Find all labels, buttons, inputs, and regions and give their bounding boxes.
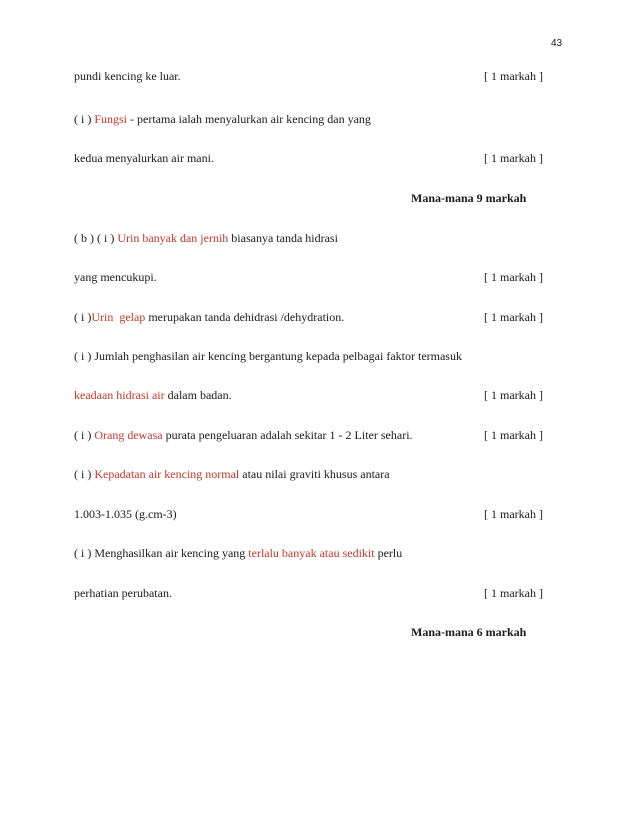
item-prefix: ( i ) (74, 467, 95, 481)
highlighted-term: terlalu banyak atau sedikit (248, 546, 375, 560)
answer-line-8 (74, 388, 232, 402)
item-prefix: ( i ) (74, 112, 95, 126)
answer-text: merupakan tanda dehidrasi /dehydration. (145, 310, 345, 324)
answer-line-6 (74, 310, 344, 324)
item-prefix: ( i ) Menghasilkan air kencing yang (74, 546, 249, 560)
answer-line-4 (74, 231, 338, 245)
answer-text: yang mencukupi. (74, 270, 157, 284)
answer-line-1 (74, 69, 181, 83)
item-prefix: ( i ) (74, 310, 92, 324)
answer-text: pundi kencing ke luar. (74, 69, 181, 83)
answer-text: perhatian perubatan. (74, 586, 172, 600)
answer-line-7 (74, 349, 462, 363)
mark-label-11: [ 1 markah ] (484, 507, 543, 521)
mark-label-1: [ 1 markah ] (484, 69, 543, 83)
answer-line-3 (74, 151, 214, 165)
answer-line-12 (74, 546, 402, 560)
answer-line-10 (74, 467, 390, 481)
answer-text: - pertama ialah menyalurkan air kencing dan yang (127, 112, 371, 126)
answer-text: biasanya tanda hidrasi (228, 231, 338, 245)
answer-text: perlu (374, 546, 403, 560)
highlighted-term: Kepadatan air kencing normal (94, 467, 240, 481)
answer-line-9 (74, 428, 413, 442)
mark-label-5: [ 1 markah ] (484, 270, 543, 284)
answer-text: kedua menyalurkan air mani. (74, 151, 214, 165)
mark-label-13: [ 1 markah ] (484, 586, 543, 600)
answer-text: ( i ) Jumlah penghasilan air kencing bergantung kepada pelbagai faktor termasuk (74, 349, 462, 363)
answer-text: dalam badan. (164, 388, 232, 402)
answer-line-2 (74, 112, 371, 126)
answer-line-13 (74, 586, 172, 600)
answer-text: 1.003-1.035 (g.cm-3) (74, 507, 177, 521)
summary-mark-total-1: Mana-mana 9 markah (411, 191, 527, 205)
highlighted-term: Fungsi (94, 112, 128, 126)
item-prefix: ( i ) (74, 428, 95, 442)
mark-label-6: [ 1 markah ] (484, 310, 543, 324)
page-number: 43 (551, 38, 563, 49)
highlighted-term: keadaan hidrasi air (74, 388, 165, 402)
highlighted-term: Orang dewasa (94, 428, 163, 442)
mark-label-3: [ 1 markah ] (484, 151, 543, 165)
answer-line-11 (74, 507, 177, 521)
highlighted-term: Urin gelap (91, 310, 146, 324)
mark-label-8: [ 1 markah ] (484, 388, 543, 402)
item-prefix: ( b ) ( i ) (74, 231, 118, 245)
answer-text: atau nilai graviti khusus antara (239, 467, 390, 481)
answer-line-5 (74, 270, 157, 284)
answer-text: purata pengeluaran adalah sekitar 1 - 2 Liter sehari. (162, 428, 413, 442)
summary-mark-total-2: Mana-mana 6 markah (411, 625, 527, 639)
highlighted-term: Urin banyak dan jernih (117, 231, 229, 245)
mark-label-9: [ 1 markah ] (484, 428, 543, 442)
